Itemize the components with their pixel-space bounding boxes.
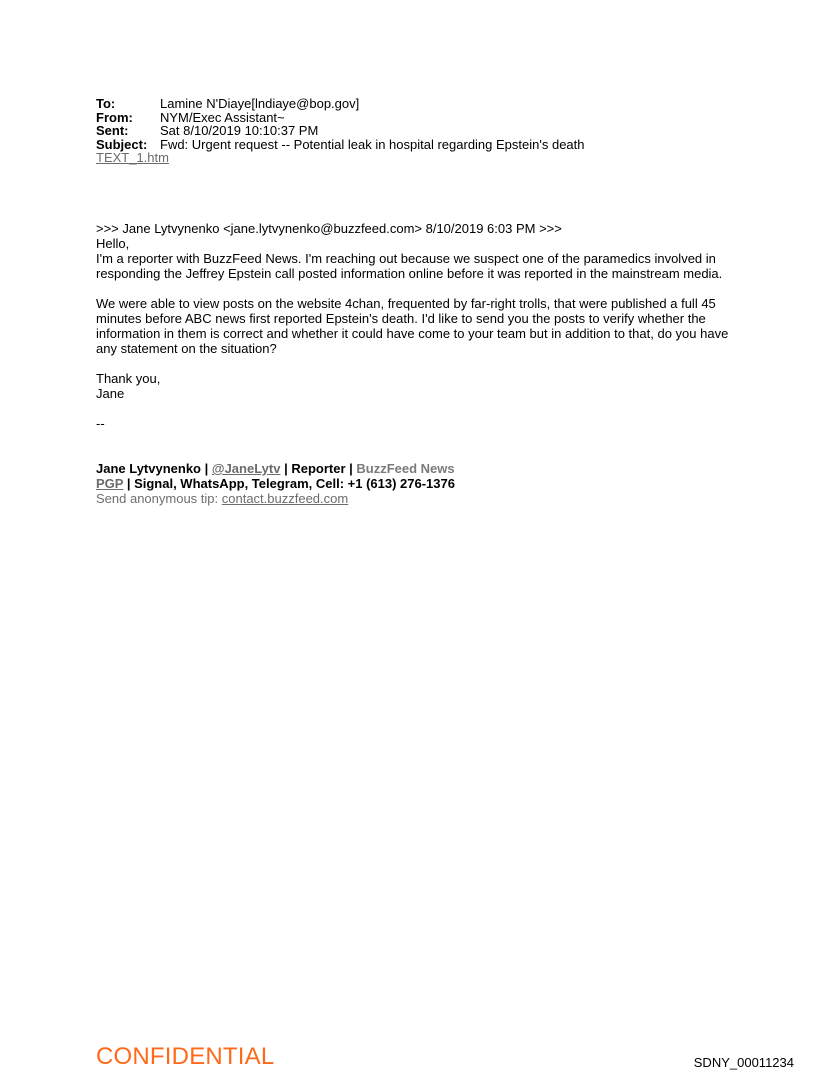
forward-line: >>> Jane Lytvynenko <jane.lytvynenko@buzzfeed.com> 8/10/2019 6:03 PM >>> [96,221,562,236]
from-value: NYM/Exec Assistant~ [160,109,285,125]
subject-value: Fwd: Urgent request -- Potential leak in hospital regarding Epstein's death [160,136,585,152]
signature-line-2 [96,476,736,491]
spacer [96,281,736,296]
bates-number: SDNY_00011234 [693,1055,794,1070]
signature-line-3 [96,491,736,506]
spacer [96,431,736,461]
paragraph-2: We were able to view posts on the website 4chan, frequented by far-right trolls, that were published a full 45 minutes before ABC news first reported Epstein's death. I'd like to send you the posts to verify whether the information in them is correct and whether it could have come to your team but in addition to that, do you have any statement on the situation? [96,296,729,356]
signature-line-1 [96,461,736,476]
sig-contact: | Signal, WhatsApp, Telegram, Cell: +1 (613) 276-1376 [123,476,455,491]
sent-row [96,124,736,138]
greeting: Hello, [96,236,130,251]
sent-label: Sent: [96,123,129,139]
from-row [96,111,736,125]
to-value: Lamine N'Diaye[lndiaye@bop.gov] [160,96,360,111]
spacer [96,401,736,416]
sig-pgp-link[interactable]: PGP [96,476,124,491]
sig-name: Jane Lytvynenko [96,461,202,476]
sig-role: Reporter [291,461,346,476]
tip-link[interactable]: contact.buzzfeed.com [221,491,349,506]
sig-org: BuzzFeed News [356,461,455,476]
subject-label: Subject: [96,136,148,152]
attachment-link[interactable]: TEXT_1.htm [96,150,169,166]
attachment-row [96,151,736,165]
closing: Thank you, [96,371,161,386]
sent-value: Sat 8/10/2019 10:10:37 PM [160,123,319,139]
subject-row [96,138,736,152]
paragraph-1: I'm a reporter with BuzzFeed News. I'm reaching out because we suspect one of the paramedics involved in responding the Jeffrey Epstein call posted information online before it was reported in the mainstream media. [96,251,723,281]
sign-name: Jane [96,386,125,401]
separator: -- [96,416,105,431]
spacer [96,356,736,371]
tip-label: Send anonymous tip: [96,491,222,506]
sig-twitter-link[interactable]: @JaneLytv [211,461,281,476]
sig-separator: | [345,461,357,476]
to-row [96,97,736,111]
confidential-stamp: CONFIDENTIAL [96,1043,275,1070]
email-body [96,221,736,506]
email-header [96,97,736,165]
from-label: From: [96,109,133,125]
to-label: To: [96,96,116,111]
sig-separator: | [280,461,292,476]
sig-separator: | [201,461,212,476]
